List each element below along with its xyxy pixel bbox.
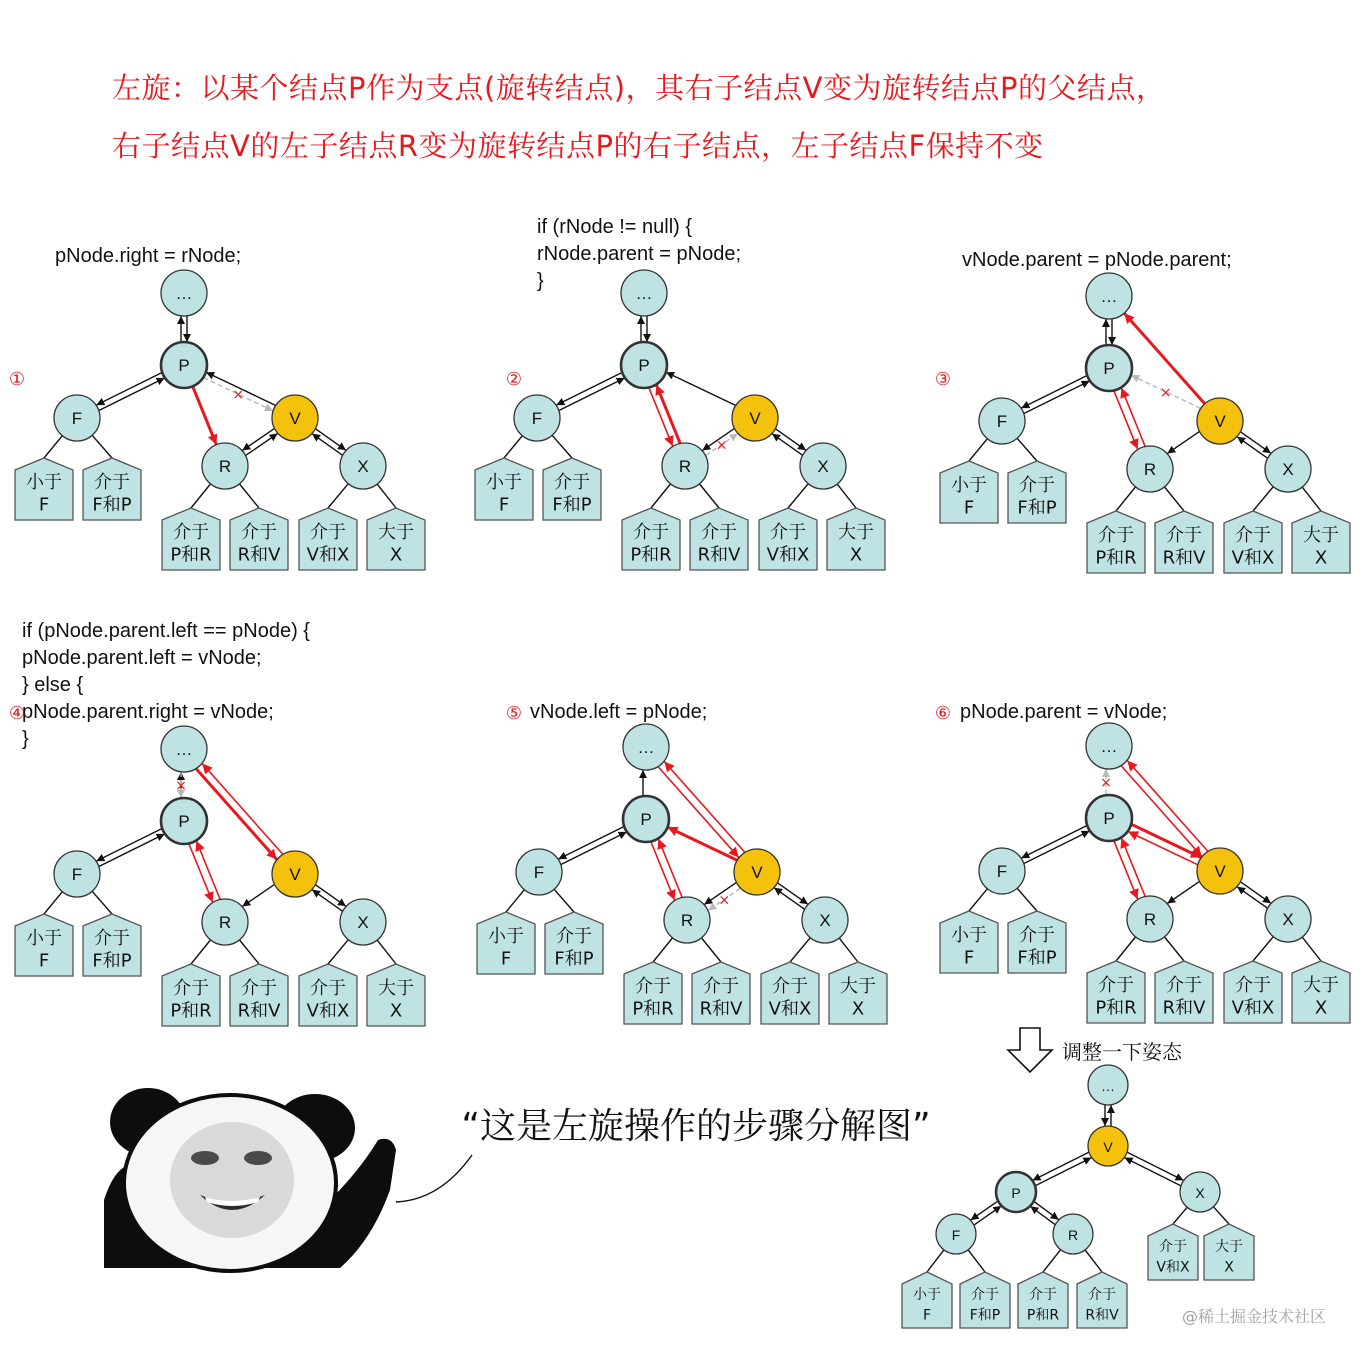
s0-box-lt_f-line-1: 小于: [26, 471, 62, 493]
s5-node-top-label: …: [1100, 737, 1118, 756]
s2-node-r-label: R: [1143, 460, 1157, 479]
s0-edge-x-vx: [328, 484, 348, 508]
s1-edge-r-pr: [651, 484, 671, 508]
s5-box-btw_vx-line-1: 介于: [1235, 974, 1271, 996]
step-2-panel: [475, 216, 885, 570]
s3-box-lt_f-line-2: F: [38, 950, 50, 972]
s5-box-lt_f-line-1: 小于: [951, 924, 987, 946]
s4-box-btw_rv-line-1: 介于: [703, 975, 739, 997]
s0-box-gt_x-line-1: 大于: [378, 521, 414, 543]
step-4-panel: [9, 620, 425, 1026]
step-4-number: ④: [8, 703, 26, 724]
s0-box-btw_rv-line-2: R和V: [237, 544, 281, 566]
s1-node-v-label: V: [749, 409, 761, 428]
s4-edge-r-pr: [653, 938, 673, 962]
s5-edge-x-gt: [1302, 937, 1321, 961]
s5-edge-f-lt: [969, 889, 987, 911]
step-4-code-line-3: } else {: [22, 674, 84, 696]
s3-cross: ×: [175, 778, 187, 794]
s1-cross: ×: [715, 437, 728, 454]
s1-box-btw_rv-line-2: R和V: [697, 544, 741, 566]
s4-edge-x-gt: [839, 938, 858, 962]
s2-cross: ×: [1159, 384, 1172, 401]
s3-edge-f-fp: [92, 891, 112, 914]
s2-box-gt_x-line-2: X: [1314, 547, 1328, 569]
headline-line-2: 右子结点V的左子结点R变为旋转结点P的右子结点，左子结点F保持不变: [112, 129, 1044, 163]
s4-box-lt_f-line-2: F: [500, 948, 512, 970]
step-6-panel: [935, 701, 1350, 1023]
s5-box-btw_pr-line-2: P和R: [1095, 997, 1137, 1019]
s3-node-v-label: V: [289, 865, 301, 884]
s0-box-btw_rv-line-1: 介于: [241, 521, 277, 543]
s3-box-gt_x-line-1: 大于: [378, 977, 414, 999]
s1-box-gt_x-line-2: X: [849, 544, 863, 566]
final-edge-f-fp: [968, 1250, 985, 1272]
s3-node-r-label: R: [218, 913, 232, 932]
s1-node-p-label: P: [638, 356, 650, 375]
s5-edge-x-vx: [1253, 937, 1273, 961]
s0-node-p-label: P: [178, 356, 190, 375]
watermark: @稀土掘金技术社区: [1181, 1307, 1326, 1326]
final-box-btw_pr-line-2: P和R: [1026, 1307, 1060, 1324]
s3-node-f-label: F: [71, 865, 83, 884]
s3-edge-r-pr: [191, 940, 211, 964]
step-1-code-line-1: pNode.right = rNode;: [55, 245, 242, 267]
s1-node-r-label: R: [678, 457, 692, 476]
final-node-x-label: X: [1195, 1185, 1205, 1201]
s0-edge-r-rv: [239, 484, 259, 508]
s4-node-v-label: V: [751, 863, 763, 882]
s3-p-to-f: [96, 829, 162, 862]
step-5-code-line-1: vNode.left = pNode;: [530, 701, 708, 723]
s0-node-f-label: F: [71, 409, 83, 428]
s3-edge-r-rv: [239, 940, 259, 964]
panda-meme: [104, 1088, 396, 1271]
final-edge-x-vx: [1173, 1207, 1187, 1224]
final-x-to-v: [1125, 1158, 1181, 1186]
s1-node-x-label: X: [817, 457, 829, 476]
s3-box-btw_pr-line-1: 介于: [173, 977, 209, 999]
speech-line: [396, 1155, 472, 1202]
final-edge-f-lt: [927, 1250, 944, 1272]
s5-cross: ×: [1100, 775, 1112, 791]
s2-node-f-label: F: [996, 412, 1008, 431]
step-5-panel: [477, 701, 887, 1024]
s5-node-v-label: V: [1214, 862, 1226, 881]
s3-edge-f-lt: [44, 892, 62, 914]
s5-v-to-r: [1167, 882, 1199, 904]
s4-cross: ×: [718, 892, 731, 909]
adjust-label: 调整一下姿态: [1062, 1040, 1182, 1064]
s1-node-f-label: F: [531, 409, 543, 428]
speech-quote: “这是左旋操作的步骤分解图”: [461, 1106, 931, 1147]
s1-v-to-p: [666, 372, 735, 405]
s2-v-to-r: [1167, 432, 1199, 454]
s4-box-btw_rv-line-2: R和V: [699, 998, 743, 1020]
final-r-to-p: [1030, 1206, 1055, 1224]
s0-edge-f-lt: [44, 436, 62, 458]
s4-box-btw_vx-line-2: V和X: [768, 998, 812, 1020]
s0-p-to-f: [96, 373, 162, 406]
down-arrow-icon: [1008, 1028, 1052, 1072]
s4-box-btw_pr-line-1: 介于: [635, 975, 671, 997]
s2-box-gt_x-line-1: 大于: [1303, 524, 1339, 546]
s4-node-f-label: F: [533, 863, 545, 882]
s4-f-to-p: [561, 832, 627, 865]
s4-box-btw_vx-line-1: 介于: [772, 975, 808, 997]
s3-v-to-top: [202, 764, 282, 855]
step-4-code-line-5: }: [22, 728, 29, 750]
step-3-panel: [935, 249, 1350, 573]
s5-box-gt_x-line-1: 大于: [1303, 974, 1339, 996]
s0-p-to-r-new: [193, 386, 217, 444]
final-box-btw_vx-line-1: 介于: [1159, 1238, 1187, 1255]
s5-edge-r-pr: [1116, 937, 1136, 961]
s4-edge-r-rv: [701, 938, 721, 962]
s4-top-to-v: [658, 767, 738, 858]
final-box-gt_x-line-2: X: [1224, 1259, 1234, 1276]
s0-node-v-label: V: [289, 409, 301, 428]
s5-box-btw_fp-line-2: F和P: [1017, 947, 1057, 969]
s0-box-btw_fp-line-1: 介于: [94, 471, 130, 493]
final-box-gt_x-line-1: 大于: [1215, 1238, 1243, 1255]
s0-node-top-label: …: [175, 284, 193, 303]
final-box-btw_fp-line-2: F和P: [969, 1307, 1001, 1324]
s3-node-p-label: P: [178, 812, 190, 831]
s1-box-btw_fp-line-1: 介于: [554, 471, 590, 493]
final-p-to-v: [1035, 1158, 1091, 1186]
s2-edge-f-fp: [1017, 438, 1037, 461]
s5-edge-r-rv: [1164, 937, 1184, 961]
s1-f-to-p: [559, 378, 625, 411]
final-edge-r-rv: [1085, 1250, 1102, 1272]
final-box-lt_f-line-2: F: [922, 1307, 932, 1324]
s4-box-btw_pr-line-2: P和R: [632, 998, 674, 1020]
s5-edge-f-fp: [1017, 888, 1037, 911]
s5-f-to-p: [1024, 831, 1090, 864]
s0-box-gt_x-line-2: X: [389, 544, 403, 566]
final-node-f-label: F: [951, 1227, 961, 1243]
final-node-p-label: P: [1011, 1185, 1021, 1201]
s3-box-btw_pr-line-2: P和R: [170, 1000, 212, 1022]
s1-box-btw_vx-line-2: V和X: [766, 544, 810, 566]
s1-p-to-f: [556, 373, 622, 406]
s5-v-to-p: [1128, 832, 1197, 865]
s1-edge-f-fp: [552, 435, 572, 458]
s5-node-p-label: P: [1103, 809, 1115, 828]
step-4-code-line-1: if (pNode.parent.left == pNode) {: [22, 620, 310, 642]
step-4-code-line-2: pNode.parent.left = vNode;: [22, 647, 262, 669]
final-box-btw_pr-line-1: 介于: [1029, 1286, 1057, 1303]
s0-edge-x-gt: [377, 484, 396, 508]
s4-node-p-label: P: [640, 810, 652, 829]
s4-edge-f-fp: [554, 889, 574, 912]
s2-box-btw_rv-line-1: 介于: [1166, 524, 1202, 546]
s0-box-btw_pr-line-2: P和R: [170, 544, 212, 566]
s0-box-lt_f-line-2: F: [38, 494, 50, 516]
s5-node-f-label: F: [996, 862, 1008, 881]
s5-node-r-label: R: [1143, 910, 1157, 929]
s0-edge-f-fp: [92, 435, 112, 458]
s0-box-btw_pr-line-1: 介于: [173, 521, 209, 543]
step-4-code-line-4: pNode.parent.right = vNode;: [22, 701, 274, 723]
final-box-btw_fp-line-1: 介于: [971, 1286, 999, 1303]
s0-box-btw_vx-line-1: 介于: [310, 521, 346, 543]
s2-edge-r-pr: [1116, 487, 1136, 511]
s0-node-x-label: X: [357, 457, 369, 476]
s5-box-btw_vx-line-2: V和X: [1231, 997, 1275, 1019]
s3-edge-x-gt: [377, 940, 396, 964]
s0-box-btw_vx-line-2: V和X: [306, 544, 350, 566]
s2-edge-x-gt: [1302, 487, 1321, 511]
s3-f-to-p: [99, 834, 165, 867]
s4-node-x-label: X: [819, 911, 831, 930]
s1-box-lt_f-line-2: F: [498, 494, 510, 516]
final-edge-r-pr: [1043, 1250, 1061, 1272]
s4-box-gt_x-line-2: X: [851, 998, 865, 1020]
s5-box-lt_f-line-2: F: [963, 947, 975, 969]
s3-box-lt_f-line-1: 小于: [26, 927, 62, 949]
final-node-top-label: …: [1101, 1078, 1115, 1094]
s3-edge-x-vx: [328, 940, 348, 964]
step-1-number: ①: [8, 369, 26, 390]
s1-box-btw_vx-line-1: 介于: [770, 521, 806, 543]
s5-box-btw_pr-line-1: 介于: [1098, 974, 1134, 996]
step-6-code-line-1: pNode.parent = vNode;: [960, 701, 1168, 723]
final-box-btw_rv-line-2: R和V: [1085, 1307, 1119, 1324]
s0-node-r-label: R: [218, 457, 232, 476]
s1-edge-x-gt: [837, 484, 856, 508]
s2-node-top-label: …: [1100, 287, 1118, 306]
step-3-code-line-1: vNode.parent = pNode.parent;: [962, 249, 1232, 271]
s3-box-btw_rv-line-2: R和V: [237, 1000, 281, 1022]
s4-box-btw_fp-line-1: 介于: [556, 925, 592, 947]
final-box-btw_vx-line-2: V和X: [1156, 1259, 1190, 1276]
s1-box-btw_pr-line-1: 介于: [633, 521, 669, 543]
s2-box-btw_vx-line-2: V和X: [1231, 547, 1275, 569]
s2-box-lt_f-line-2: F: [963, 497, 975, 519]
s0-edge-r-pr: [191, 484, 211, 508]
s4-edge-f-lt: [506, 890, 524, 912]
step-2-code-line-3: }: [537, 270, 544, 292]
s3-box-btw_vx-line-2: V和X: [306, 1000, 350, 1022]
s2-box-btw_rv-line-2: R和V: [1162, 547, 1206, 569]
final-edge-x-gt: [1213, 1207, 1229, 1224]
step-1-panel: [9, 245, 425, 570]
s5-box-btw_rv-line-1: 介于: [1166, 974, 1202, 996]
s3-box-btw_fp-line-2: F和P: [92, 950, 132, 972]
s2-box-btw_fp-line-1: 介于: [1019, 474, 1055, 496]
s4-p-to-f: [558, 827, 624, 860]
s5-p-to-f: [1021, 826, 1087, 859]
s2-box-btw_vx-line-1: 介于: [1235, 524, 1271, 546]
s3-box-gt_x-line-2: X: [389, 1000, 403, 1022]
s2-f-to-p: [1024, 381, 1090, 414]
s2-box-btw_pr-line-1: 介于: [1098, 524, 1134, 546]
s1-edge-x-vx: [788, 484, 808, 508]
s3-box-btw_fp-line-1: 介于: [94, 927, 130, 949]
step-2-code-line-1: if (rNode != null) {: [537, 216, 693, 238]
final-node-r-label: R: [1067, 1227, 1079, 1243]
s3-node-x-label: X: [357, 913, 369, 932]
s2-box-btw_pr-line-2: P和R: [1095, 547, 1137, 569]
s5-node-x-label: X: [1282, 910, 1294, 929]
step-6-number: ⑥: [934, 703, 952, 724]
s0-f-to-p: [99, 378, 165, 411]
s5-p-to-v-new: [1131, 824, 1200, 857]
s5-box-gt_x-line-2: X: [1314, 997, 1328, 1019]
s1-edge-r-rv: [699, 484, 719, 508]
step-3-number: ③: [934, 369, 952, 390]
s3-node-top-label: …: [175, 740, 193, 759]
step-5-number: ⑤: [505, 703, 523, 724]
s4-box-lt_f-line-1: 小于: [488, 925, 524, 947]
s1-node-top-label: …: [635, 284, 653, 303]
s4-box-btw_fp-line-2: F和P: [554, 948, 594, 970]
s2-node-p-label: P: [1103, 359, 1115, 378]
s3-v-to-r: [242, 885, 274, 907]
step-2-number: ②: [505, 369, 523, 390]
s2-box-lt_f-line-1: 小于: [951, 474, 987, 496]
s2-node-v-label: V: [1214, 412, 1226, 431]
s2-p-to-f: [1021, 376, 1087, 409]
final-box-lt_f-line-1: 小于: [913, 1286, 941, 1303]
final-p-to-r: [1034, 1201, 1059, 1219]
s1-box-btw_rv-line-1: 介于: [701, 521, 737, 543]
s2-edge-x-vx: [1253, 487, 1273, 511]
s4-box-gt_x-line-1: 大于: [840, 975, 876, 997]
s3-top-to-v-new: [196, 769, 276, 860]
s0-box-btw_fp-line-2: F和P: [92, 494, 132, 516]
final-node-v-label: V: [1103, 1139, 1113, 1155]
s1-box-btw_pr-line-2: P和R: [630, 544, 672, 566]
s1-box-btw_fp-line-2: F和P: [552, 494, 592, 516]
s4-node-r-label: R: [680, 911, 694, 930]
final-box-btw_rv-line-1: 介于: [1088, 1286, 1116, 1303]
s4-v-to-top: [664, 762, 744, 853]
final-v-to-p: [1033, 1152, 1089, 1180]
s4-edge-x-vx: [790, 938, 810, 962]
s5-box-btw_fp-line-1: 介于: [1019, 924, 1055, 946]
s3-box-btw_rv-line-1: 介于: [241, 977, 277, 999]
s5-box-btw_rv-line-2: R和V: [1162, 997, 1206, 1019]
step-2-code-line-2: rNode.parent = pNode;: [537, 243, 742, 265]
s1-edge-f-lt: [504, 436, 522, 458]
s1-box-gt_x-line-1: 大于: [838, 521, 874, 543]
final-v-to-x: [1127, 1152, 1183, 1180]
s4-node-top-label: …: [637, 738, 655, 757]
headline-line-1: 左旋：以某个结点P作为支点(旋转结点)，其右子结点V变为旋转结点P的父结点，: [112, 71, 1166, 105]
s2-box-btw_fp-line-2: F和P: [1017, 497, 1057, 519]
s2-node-x-label: X: [1282, 460, 1294, 479]
s2-edge-f-lt: [969, 439, 987, 461]
s0-cross: ×: [232, 387, 245, 404]
s3-box-btw_vx-line-1: 介于: [310, 977, 346, 999]
s2-edge-r-rv: [1164, 487, 1184, 511]
s5-top-to-v: [1121, 766, 1201, 857]
s1-box-lt_f-line-1: 小于: [486, 471, 522, 493]
